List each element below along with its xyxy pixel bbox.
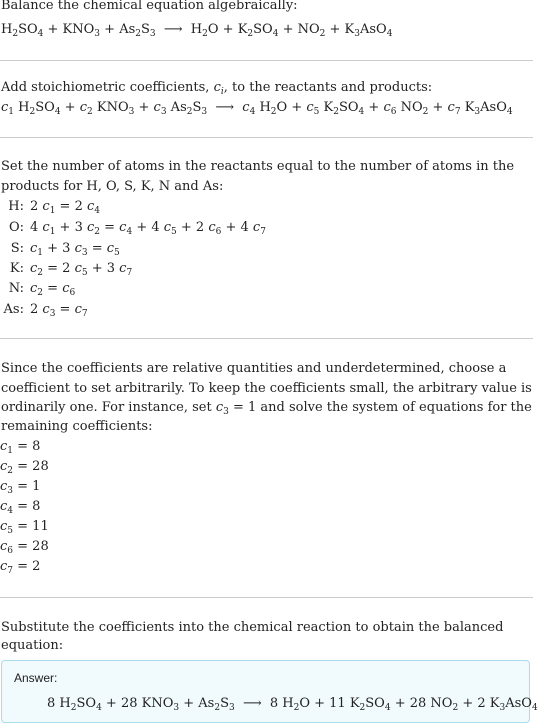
element-label: O: xyxy=(8,220,24,235)
element-label: As: xyxy=(3,302,24,317)
coefficient-row: $c_1 = 8$ xyxy=(0,439,41,456)
step4-text-line1: Substitute the coefficients into the chemical reaction to obtain the balanced xyxy=(1,620,504,635)
element-label: K: xyxy=(9,261,24,276)
divider xyxy=(0,338,533,339)
coefficient-row: $c_4 = 8$ xyxy=(0,499,41,516)
intro-text: Balance the chemical equation algebraically: xyxy=(1,0,298,13)
element-label: N: xyxy=(8,281,24,296)
coefficient-row: $c_7 = 2$ xyxy=(0,559,41,576)
atom-equation-row xyxy=(0,199,100,215)
coefficient-row: $c_3 = 1$ xyxy=(0,479,41,496)
equation-expression: 2 $c_1 = 2$ $c_4$ xyxy=(30,199,100,216)
balanced-equation: 8 $H_2SO_4 + 28$ $KNO_3 + As_2S_3$ ⟶ 8 $H_2O + 11$ $K_2SO_4 + 28$ $NO_2 + 2$ $K_3AsO_4$ xyxy=(47,696,538,713)
equation-expression: 4 $c_1 + 3$ $c_2 = c_4 + 4$ $c_5 + 2$ $c_6 + 4$ $c_7$ xyxy=(30,220,266,237)
unbalanced-equation: $H_2SO_4 + KNO_3 + As_2S_3$ ⟶ $H_2O + K_2SO_4 + NO_2 + K_3AsO_4$ xyxy=(1,22,393,39)
equation-expression: $c_2 = c_6$ xyxy=(30,281,76,298)
divider xyxy=(0,137,533,138)
step3-text-line1: Since the coefficients are relative quantities and underdetermined, choose a xyxy=(1,361,507,376)
element-label: S: xyxy=(10,241,24,256)
equation-expression: $c_2 = 2$ $c_5 + 3$ $c_7$ xyxy=(30,261,133,278)
step3-text-line2: coefficient to set arbitrarily. To keep the coefficients small, the arbitrary value is xyxy=(1,381,532,396)
step2-text-line2: products for H, O, S, K, N and As: xyxy=(1,179,224,194)
atom-equation-row xyxy=(0,302,88,318)
coefficient-equation: $c_1$ $H_2SO_4 + c_2$ $KNO_3 + c_3$ $As_2S_3$ ⟶ $c_4$ $H_2O + c_5$ $K_2SO_4 + c_6$ $NO_2 + c_7$ $K_3AsO_4$ xyxy=(1,100,513,117)
coefficient-row: $c_2 = 28$ xyxy=(0,459,49,476)
step3-text-line4: remaining coefficients: xyxy=(1,419,153,434)
answer-box xyxy=(1,660,538,723)
atom-equation-row xyxy=(0,220,266,236)
atom-equation-row xyxy=(0,281,75,297)
step4-text-line2: equation: xyxy=(1,638,64,653)
step3-text-line3: ordinarily one. For instance, set $c_3 = 1$ and solve the system of equations for the xyxy=(1,400,532,417)
atom-equation-row xyxy=(0,261,132,277)
element-label: H: xyxy=(8,199,24,214)
atom-equation-row xyxy=(0,241,120,257)
step2-text-line1: Set the number of atoms in the reactants equal to the number of atoms in the xyxy=(1,159,515,174)
equation-expression: 2 $c_3 = c_7$ xyxy=(30,302,88,319)
coefficient-row: $c_5 = 11$ xyxy=(0,519,49,536)
step1-text: Add stoichiometric coefficients, $c_i$, to the reactants and products: xyxy=(1,80,433,97)
divider xyxy=(0,597,533,598)
equation-expression: $c_1 + 3$ $c_3 = c_5$ xyxy=(30,241,120,258)
answer-label: Answer: xyxy=(14,671,58,685)
coefficient-row: $c_6 = 28$ xyxy=(0,539,49,556)
divider xyxy=(0,60,533,61)
